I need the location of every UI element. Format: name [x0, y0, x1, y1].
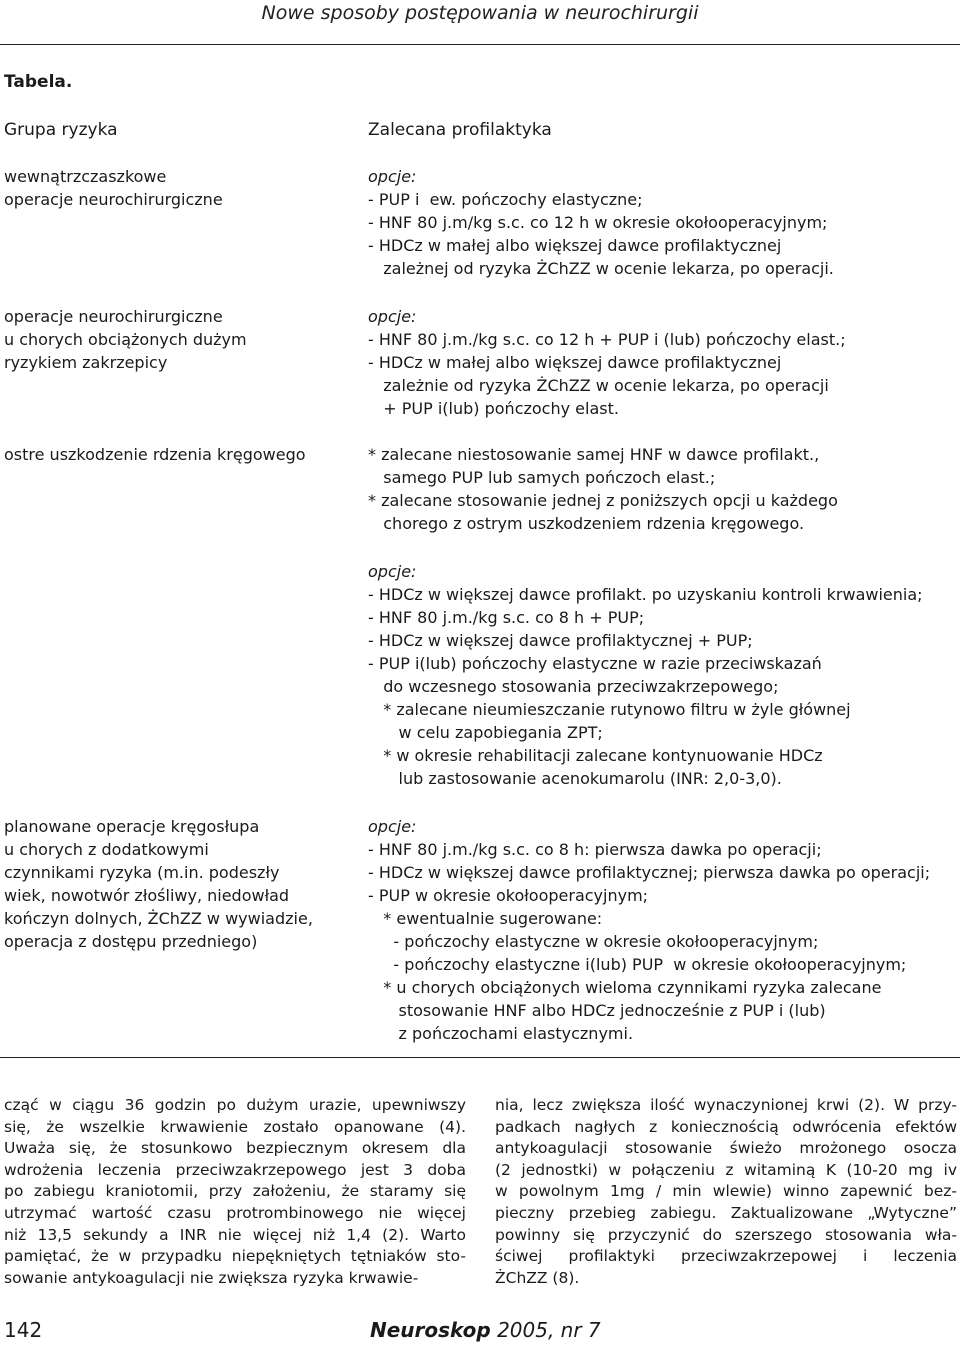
- journal-name: Neuroskop: [370, 1318, 491, 1342]
- risk-group-line: planowane operacje kręgosłupa: [4, 817, 260, 836]
- body-text-line: w powolnym 1mg / min wlewie) winno zapewnić bez-: [495, 1182, 957, 1201]
- risk-group-line: operacje neurochirurgiczne: [4, 190, 223, 209]
- recommendation-note: * zalecane stosowanie jednej z poniższych opcji u każdego: [368, 491, 838, 510]
- options-label: opcje:: [368, 817, 417, 836]
- prophylaxis-line: - HDCz w większej dawce profilaktycznej; pierwsza dawka po operacji;: [368, 863, 931, 882]
- prophylaxis-line: * zalecane nieumieszczanie rutynowo filtru w żyle głównej: [368, 700, 851, 719]
- running-header: Nowe sposoby postępowania w neurochirurgii: [261, 2, 699, 24]
- prophylaxis-line: - HDCz w małej albo większej dawce profilaktycznej: [368, 236, 782, 255]
- risk-group-line: ryzykiem zakrzepicy: [4, 353, 168, 372]
- prophylaxis-line: * u chorych obciążonych wieloma czynnikami ryzyka zalecane: [368, 978, 882, 997]
- body-text-left: [4, 1095, 466, 1289]
- prophylaxis-line: - pończochy elastyczne w okresie okołooperacyjnym;: [368, 932, 819, 951]
- recommendation-note: * zalecane niestosowanie samej HNF w dawce profilakt.,: [368, 445, 820, 464]
- risk-group-line: kończyn dolnych, ŻChZZ w wywiadzie,: [4, 909, 313, 928]
- prophylaxis-line: * ewentualnie sugerowane:: [368, 909, 603, 928]
- prophylaxis-line: z pończochami elastycznymi.: [368, 1024, 634, 1043]
- body-text-right: [495, 1095, 957, 1289]
- prophylaxis-line: w celu zapobiegania ZPT;: [368, 723, 603, 742]
- risk-group-line: operacja z dostępu przedniego): [4, 932, 258, 951]
- body-text-line: Uważa się, że stosunkowo bezpiecznym okresem dla: [4, 1139, 466, 1158]
- body-text-line: powinny się przyczynić do szerszego stosowania wła-: [495, 1225, 957, 1244]
- recommendation-note: samego PUP lub samych pończoch elast.;: [368, 468, 716, 487]
- prophylaxis-line: - HNF 80 j.m/kg s.c. co 12 h w okresie okołooperacyjnym;: [368, 213, 828, 232]
- table-bottom-rule: [0, 1057, 960, 1058]
- body-text-line: ściwej profilaktyki przeciwzakrzepowej i leczenia: [495, 1247, 957, 1266]
- body-text-line: ŻChZZ (8).: [495, 1268, 580, 1287]
- body-text-line: się, że wszelkie krwawienie zostało opanowane (4).: [4, 1117, 466, 1136]
- body-text-line: antykoagulacji stosowanie świeżo mrożonego osocza: [495, 1139, 957, 1158]
- risk-group-line: u chorych obciążonych dużym: [4, 330, 247, 349]
- risk-group-line: wewnątrzczaszkowe: [4, 167, 167, 186]
- prophylaxis-line: - PUP i(lub) pończochy elastyczne w razie przeciwskazań: [368, 654, 822, 673]
- body-text-line: cząć w ciągu 36 godzin po dużym urazie, upewniwszy: [4, 1096, 466, 1114]
- column-header-prophylaxis: Zalecana profilaktyka: [368, 120, 552, 140]
- risk-group-line: u chorych z dodatkowymi: [4, 840, 209, 859]
- page-number: 142: [4, 1318, 43, 1342]
- prophylaxis-line: do wczesnego stosowania przeciwzakrzepowego;: [368, 677, 779, 696]
- body-text-line: pamiętać, że w przypadku niepękniętych tętniaków sto-: [4, 1247, 466, 1266]
- prophylaxis-line: - PUP i ew. pończochy elastyczne;: [368, 190, 643, 209]
- prophylaxis-line: + PUP i(lub) pończochy elast.: [368, 399, 619, 418]
- prophylaxis-line: - HNF 80 j.m./kg s.c. co 12 h + PUP i (lub) pończochy elast.;: [368, 330, 846, 349]
- risk-group-line: operacje neurochirurgiczne: [4, 307, 223, 326]
- prophylaxis-line: - HNF 80 j.m./kg s.c. co 8 h: pierwsza dawka po operacji;: [368, 840, 822, 859]
- prophylaxis-line: - PUP w okresie okołooperacyjnym;: [368, 886, 649, 905]
- prophylaxis-line: - HDCz w większej dawce profilaktycznej + PUP;: [368, 631, 753, 650]
- recommendation-note: chorego z ostrym uszkodzeniem rdzenia kręgowego.: [368, 514, 805, 533]
- prophylaxis-line: lub zastosowanie acenokumarolu (INR: 2,0-3,0).: [368, 769, 782, 788]
- body-text-line: nia, lecz zwiększa ilość wynaczynionej krwi (2). W przy-: [495, 1096, 957, 1114]
- journal-footer: [370, 1318, 601, 1342]
- prophylaxis-line: - pończochy elastyczne i(lub) PUP w okresie okołooperacyjnym;: [368, 955, 907, 974]
- prophylaxis-line: zależnie od ryzyka ŻChZZ w ocenie lekarza, po operacji: [368, 376, 829, 395]
- journal-issue: 2005, nr 7: [497, 1318, 601, 1342]
- risk-group-line: wiek, nowotwór złośliwy, niedowład: [4, 886, 290, 905]
- prophylaxis-line: stosowanie HNF albo HDCz jednocześnie z PUP i (lub): [368, 1001, 826, 1020]
- options-label: opcje:: [368, 562, 417, 581]
- options-label: opcje:: [368, 167, 417, 186]
- body-text-line: wdrożenia leczenia przeciwzakrzepowego jest 3 doba: [4, 1160, 466, 1179]
- body-text-line: (2 jednostki) w połączeniu z witaminą K (10-20 mg iv: [495, 1160, 957, 1179]
- body-text-line: niż 13,5 sekundy a INR nie więcej niż 1,4 (2). Warto: [4, 1225, 466, 1244]
- body-text-line: padkach nagłych z koniecznością odwrócenia efektów: [495, 1117, 957, 1136]
- body-text-line: sowanie antykoagulacji nie zwiększa ryzyka krwawie-: [4, 1268, 419, 1287]
- body-text-line: po zabiegu kraniotomii, przy założeniu, że staramy się: [4, 1182, 466, 1201]
- body-text-line: utrzymać wartość czasu protrombinowego nie więcej: [4, 1203, 466, 1222]
- prophylaxis-line: * w okresie rehabilitacji zalecane kontynuowanie HDCz: [368, 746, 823, 765]
- body-text-line: pieczny przebieg zabiegu. Zaktualizowane „Wytyczne”: [495, 1203, 957, 1222]
- risk-group-line: ostre uszkodzenie rdzenia kręgowego: [4, 445, 306, 464]
- table-title: Tabela.: [4, 72, 73, 92]
- prophylaxis-line: zależnej od ryzyka ŻChZZ w ocenie lekarza, po operacji.: [368, 259, 834, 278]
- options-label: opcje:: [368, 307, 417, 326]
- prophylaxis-line: - HNF 80 j.m./kg s.c. co 8 h + PUP;: [368, 608, 645, 627]
- header-rule: [0, 44, 960, 45]
- column-header-group: Grupa ryzyka: [4, 120, 118, 140]
- prophylaxis-line: - HDCz w małej albo większej dawce profilaktycznej: [368, 353, 782, 372]
- risk-group-line: czynnikami ryzyka (m.in. podeszły: [4, 863, 280, 882]
- prophylaxis-line: - HDCz w większej dawce profilakt. po uzyskaniu kontroli krwawienia;: [368, 585, 923, 604]
